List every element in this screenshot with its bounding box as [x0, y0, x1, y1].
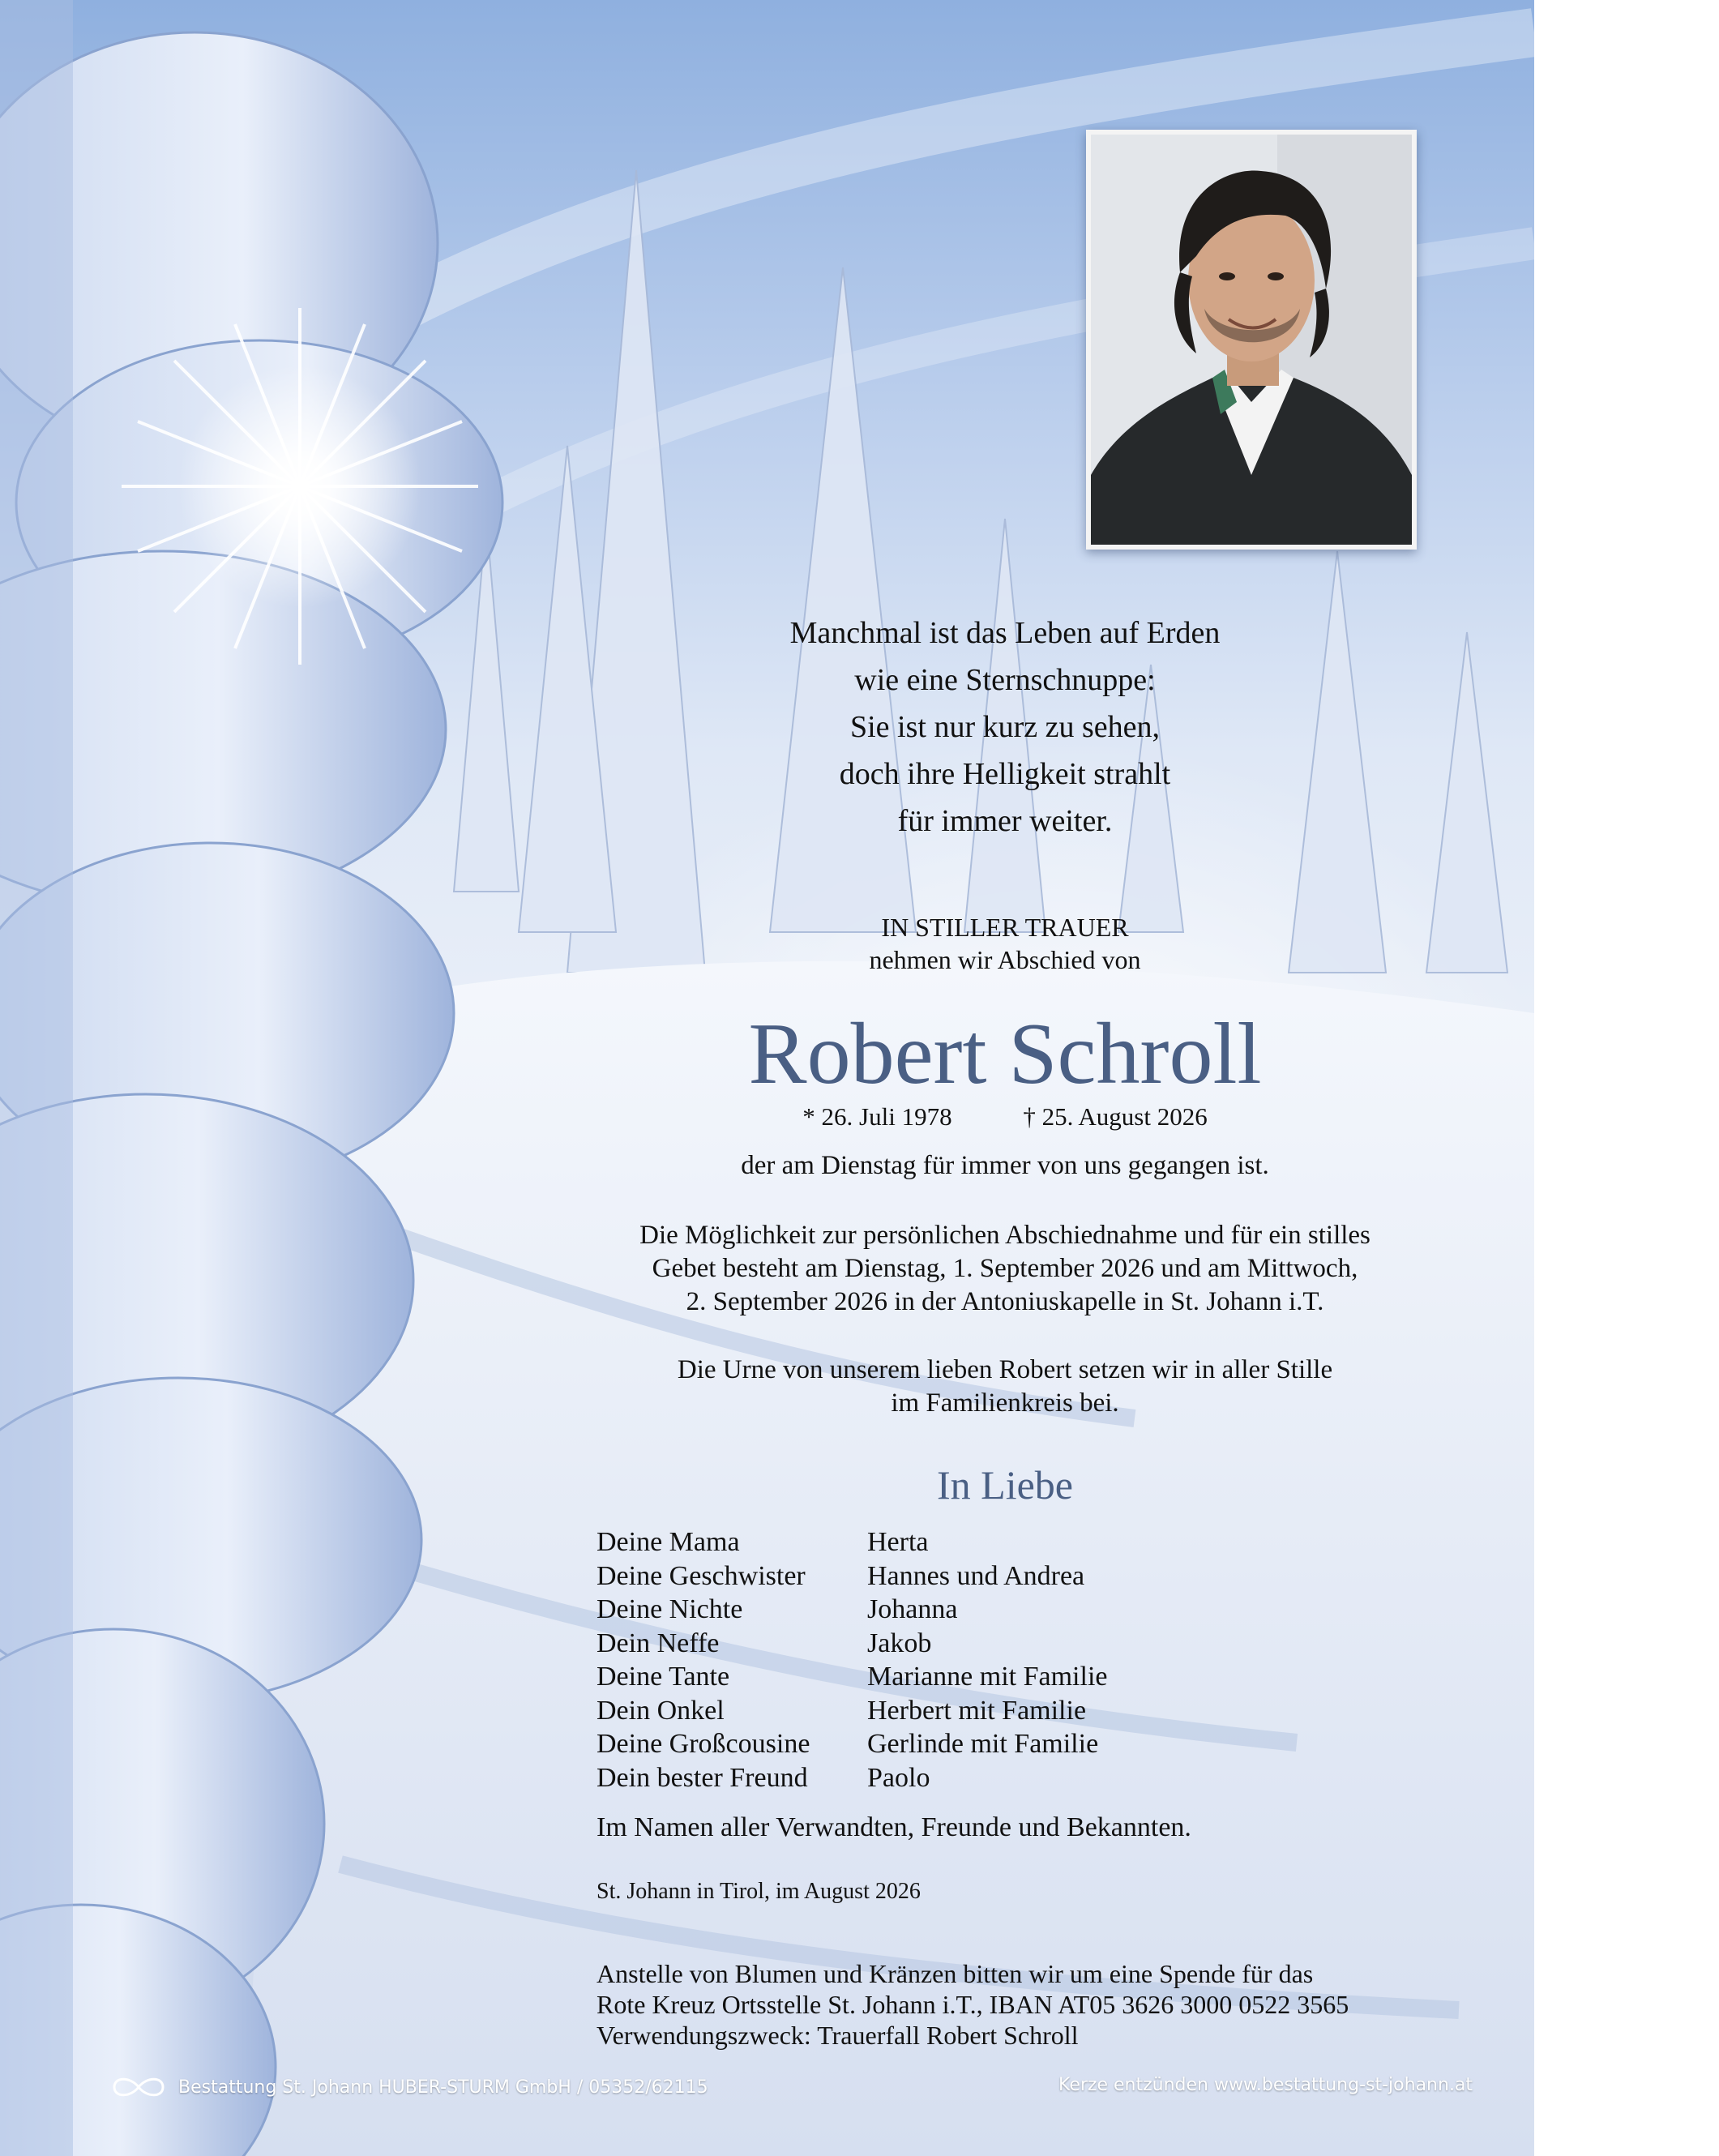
- names: Paolo: [867, 1762, 930, 1793]
- poem-line: doch ihre Helligkeit strahlt: [839, 757, 1171, 791]
- list-item: [597, 1727, 1108, 1761]
- footer-left: [110, 2075, 708, 2099]
- names: Johanna: [867, 1594, 958, 1624]
- list-item: [597, 1694, 1108, 1728]
- poem-line: Sie ist nur kurz zu sehen,: [849, 710, 1161, 744]
- life-dates: [665, 1101, 1345, 1133]
- list-item: [597, 1525, 1108, 1559]
- list-item: [597, 1761, 1108, 1795]
- names: Herbert mit Familie: [867, 1695, 1087, 1726]
- birth-date: * 26. Juli 1978: [802, 1102, 952, 1131]
- farewell-line: Gebet besteht am Dienstag, 1. September 2026 und am Mittwoch,: [652, 1254, 1358, 1283]
- relation: Dein bester Freund: [597, 1762, 808, 1793]
- footer-candle-link[interactable]: Kerze entzünden www.bestattung-st-johann.at: [1058, 2075, 1473, 2095]
- donation-note: [597, 1958, 1349, 2051]
- donation-line: Rote Kreuz Ortsstelle St. Johann i.T., IBAN AT05 3626 3000 0522 3565: [597, 1990, 1349, 2019]
- donation-line: Verwendungszweck: Trauerfall Robert Schroll: [597, 2021, 1079, 2050]
- urn-info: [567, 1354, 1443, 1420]
- list-item: [597, 1627, 1108, 1661]
- footer-funeral-home: Bestattung St. Johann HUBER-STURM GmbH / 05352/62115: [178, 2077, 708, 2098]
- list-item: [597, 1559, 1108, 1593]
- names: Gerlinde mit Familie: [867, 1729, 1099, 1759]
- donation-line: Anstelle von Blumen und Kränzen bitten wir um eine Spende für das: [597, 1959, 1314, 1988]
- relation: Dein Onkel: [597, 1695, 725, 1726]
- portrait-photo: [1086, 130, 1417, 550]
- mourners-list: [597, 1525, 1108, 1795]
- death-date: † 25. August 2026: [1023, 1102, 1208, 1131]
- relation: Deine Tante: [597, 1662, 730, 1692]
- relation: Deine Großcousine: [597, 1729, 810, 1759]
- names: Hannes und Andrea: [867, 1560, 1085, 1591]
- list-item: [597, 1660, 1108, 1694]
- farewell-line: Die Möglichkeit zur persönlichen Abschiednahme und für ein stilles: [639, 1221, 1370, 1250]
- relation: Deine Geschwister: [597, 1560, 806, 1591]
- farewell-line: 2. September 2026 in der Antoniuskapelle in St. Johann i.T.: [686, 1287, 1324, 1316]
- list-item: [597, 1593, 1108, 1627]
- poem-line: Manchmal ist das Leben auf Erden: [789, 616, 1221, 650]
- intro-line-1: IN STILLER TRAUER: [881, 913, 1129, 942]
- mourners-heading: In Liebe: [937, 1462, 1073, 1508]
- poem-line: wie eine Sternschnuppe:: [854, 663, 1156, 697]
- deceased-name: Robert Schroll: [748, 1006, 1262, 1102]
- mourning-intro: [697, 911, 1313, 976]
- farewell-info: [567, 1219, 1443, 1319]
- relation: Dein Neffe: [597, 1628, 720, 1658]
- intro-line-2: nehmen wir Abschied von: [869, 945, 1141, 974]
- infinity-icon: [110, 2075, 167, 2099]
- names: Jakob: [867, 1628, 932, 1658]
- passed-text: der am Dienstag für immer von uns gegangen ist.: [741, 1151, 1269, 1180]
- poem: [697, 610, 1313, 845]
- relation: Deine Mama: [597, 1527, 740, 1557]
- urn-line: im Familienkreis bei.: [891, 1388, 1119, 1418]
- relation: Deine Nichte: [597, 1594, 743, 1624]
- names: Marianne mit Familie: [867, 1662, 1108, 1692]
- poem-line: für immer weiter.: [897, 804, 1113, 838]
- names: Herta: [867, 1527, 929, 1557]
- place-date: St. Johann in Tirol, im August 2026: [597, 1879, 921, 1904]
- urn-line: Die Urne von unserem lieben Robert setzen wir in aller Stille: [677, 1355, 1333, 1384]
- portrait-image: [1091, 135, 1412, 545]
- closing-line: Im Namen aller Verwandten, Freunde und Bekannten.: [597, 1812, 1191, 1842]
